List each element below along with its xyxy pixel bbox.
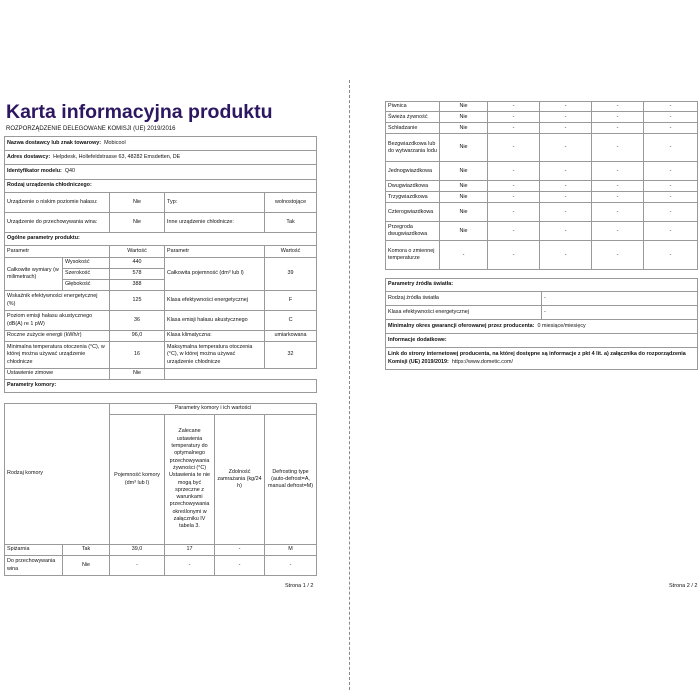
light-type-row: Rodzaj źródła światła - <box>386 292 698 306</box>
light-header-row: Parametry źródła światła: <box>386 279 698 292</box>
compartment-row-wine: Do przechowywania wina Nie - - - - <box>5 556 317 576</box>
noise-row: Poziom emisji hałasu akustycznego (dB(A) re 1 pW) 36 Klasa emisji hałasu akustycznego C <box>5 311 317 331</box>
extra-info-header-row: Informacje dodatkowe: <box>386 334 698 348</box>
winter-setting-row: Ustawienie zimowe Nie <box>5 369 317 380</box>
page-1 <box>0 0 345 700</box>
address-row: Adres dostawcy: Helpdesk, Hollefeldstrasse 63, 48282 Emsdetten, DE <box>5 151 317 165</box>
compartment-row-variable-temp: Komora o zmiennej temperaturze - - - - - <box>386 241 698 270</box>
device-type-header-row: Rodzaj urządzenia chłodniczego: <box>5 180 317 193</box>
low-noise-row: Urządzenie o niskim poziomie hałasu: Nie Typ: wolnostojące <box>5 193 317 213</box>
supplier-row: Nazwa dostawcy lub znak towarowy: Mobicool <box>5 137 317 151</box>
page-number: Strona 1 / 2 <box>285 583 314 589</box>
compartment-row-two-star: Dwugwiazdkowa Nie - - - - <box>386 181 698 192</box>
temperature-range-row: Minimalna temperatura otoczenia (°C), w której można używać urządzenie chłodnicze 16 Maksymalna temperatura otoczenia (°C), w której można używać urządzenie chłodnicze 32 <box>5 342 317 369</box>
compartment-row-three-star: Trzygwiazdkowa Nie - - - - <box>386 192 698 203</box>
depth-row: Głębokość 388 <box>5 280 317 291</box>
model-row: Identyfikator modelu: Q40 <box>5 165 317 180</box>
compartment-columns-row: Pojemność komory (dm³ lub l) Zalecane ustawienia temperatury do optymalnego przechowywania żywności (°C) Ustawienia te nie mogą być sprzeczne z warunkami przechowywania określonymi w załączniku IV tabela 3. Zdolność zamrażania (kg/24 h) Defrosting type (auto-defrost=A, manual defrost=M) <box>5 415 317 545</box>
height-row: Całkowite wymiary (w milimetrach) Wysokość 440 Całkowita pojemność (dm³ lub l) 39 <box>5 258 317 269</box>
additional-info-table <box>385 278 698 370</box>
general-header-row: Ogólne parametry produktu: <box>5 233 317 246</box>
product-info-table <box>4 136 317 393</box>
manufacturer-link[interactable]: https://www.dometic.com/ <box>451 358 513 365</box>
compartment-table-page2 <box>385 101 698 270</box>
eei-row: Wskaźnik efektywności energetycznej (%) 125 Klasa efektywności energetycznej F <box>5 291 317 311</box>
wine-device-row: Urządzenie do przechowywania wina: Nie Inne urządzenie chłodnicze: Tak <box>5 213 317 233</box>
compartment-row-chill: Schładzanie Nie - - - - <box>386 123 698 134</box>
page-number: Strona 2 / 2 <box>669 583 698 589</box>
page-2 <box>355 0 700 700</box>
warranty-row: Minimalny okres gwarancji oferowanej przez producenta: 0 miesiące/miesięcy <box>386 320 698 334</box>
compartment-header-row: Parametry komory: <box>5 380 317 393</box>
compartment-row-fresh-food: Świeża żywność Nie - - - - <box>386 112 698 123</box>
annual-energy-row: Roczne zużycie energii (kWh/r) 96,0 Klasa klimatyczna: umiarkowana <box>5 331 317 342</box>
compartment-table-page1 <box>4 403 317 576</box>
compartment-row-four-star: Czterogwiazdkowa Nie - - - - <box>386 203 698 222</box>
page-divider <box>349 80 350 690</box>
compartment-row-two-star-section: Przegroda dwugwiazdkowa Nie - - - - <box>386 222 698 241</box>
width-row: Szerokość 578 <box>5 269 317 280</box>
compartment-params-header-row: Rodzaj komory Parametry komory i ich wartości <box>5 404 317 415</box>
compartment-row-zero-star: Bezgwiazdkowa lub do wytwarzania lodu Nie - - - - <box>386 134 698 162</box>
compartment-row-one-star: Jednogwiazdkowa Nie - - - - <box>386 162 698 181</box>
compartment-row-cellar: Piwnica Nie - - - - <box>386 102 698 112</box>
page-title: Karta informacyjna produktu <box>6 101 273 123</box>
manufacturer-link-row: Link do strony internetowej producenta, na której dostępne są informacje z pkt 4 lit. a) załącznika do rozporządzenia Komisji (UE) 2019/2019: https://www.dometic.com/ <box>386 348 698 370</box>
compartment-row-pantry: Spiżarnia Tak 39,0 17 - M <box>5 545 317 556</box>
regulation-subtitle: ROZPORZĄDZENIE DELEGOWANE KOMISJI (UE) 2019/2016 <box>6 126 176 132</box>
general-columns-row: Parametr Wartość Parametr Wartość <box>5 246 317 258</box>
light-class-row: Klasa efektywności energetycznej - <box>386 306 698 320</box>
